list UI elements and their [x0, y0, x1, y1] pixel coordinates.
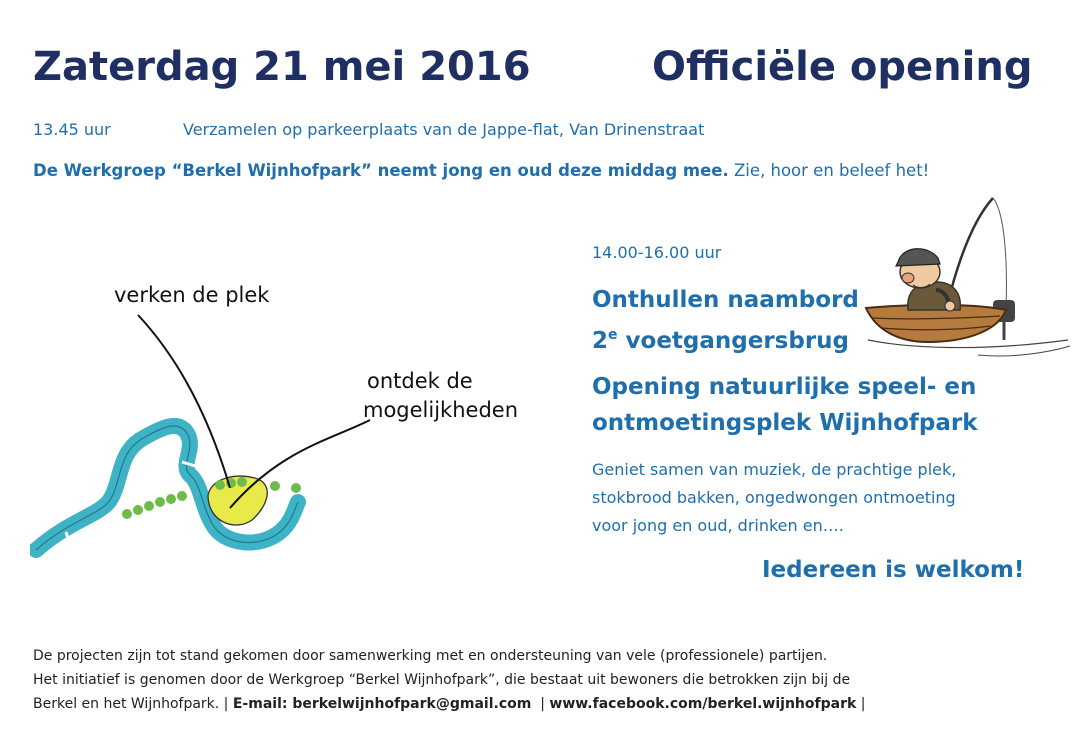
- park-map-illustration: [30, 270, 560, 580]
- footer: [33, 644, 865, 716]
- intro-bold: De Werkgroep “Berkel Wijnhofpark” neemt jong en oud deze middag mee.: [33, 161, 729, 180]
- program-time: 14.00-16.00 uur: [592, 243, 722, 262]
- program-description: [592, 456, 956, 540]
- unveil-activity: [592, 283, 859, 359]
- opening-activity: [592, 369, 978, 441]
- intro-rest: Zie, hoor en beleef het!: [728, 161, 930, 180]
- welcome-text: Iedereen is welkom!: [762, 557, 1025, 583]
- opening-line2: ontmoetingsplek Wijnhofpark: [592, 410, 978, 436]
- label-discover-2: mogelijkheden: [363, 398, 519, 422]
- desc-line-2: stokbrood bakken, ongedwongen ontmoeting: [592, 488, 956, 507]
- opening-line1: Opening natuurlijke speel- en: [592, 374, 977, 400]
- event-date-heading: Zaterdag 21 mei 2016: [33, 44, 531, 90]
- event-title-heading: Officiële opening: [652, 44, 1033, 90]
- desc-line-1: Geniet samen van muziek, de prachtige plek,: [592, 460, 957, 479]
- unveil-line2: 2e voetgangersbrug: [592, 327, 850, 354]
- gather-location: Verzamelen op parkeerplaats van de Jappe-flat, Van Drinenstraat: [183, 120, 705, 139]
- footer-line-1: De projecten zijn tot stand gekomen door samenwerking met en ondersteuning van vele (professionele) partijen.: [33, 648, 828, 664]
- facebook-link[interactable]: www.facebook.com/berkel.wijnhofpark: [549, 696, 857, 712]
- intro-text: [33, 161, 929, 180]
- desc-line-3: voor jong en oud, drinken en….: [592, 516, 844, 535]
- footer-line-2: Het initiatief is genomen door de Werkgroep “Berkel Wijnhofpark”, die bestaat uit bewoners die betrokken zijn bij de: [33, 672, 851, 688]
- unveil-line1: Onthullen naambord: [592, 287, 859, 313]
- email-link[interactable]: E-mail: berkelwijnhofpark@gmail.com: [232, 696, 532, 712]
- label-discover-1: ontdek de: [367, 369, 473, 393]
- gather-time: 13.45 uur: [33, 120, 111, 139]
- footer-line-3: Berkel en het Wijnhofpark. | E-mail: berkelwijnhofpark@gmail.com | www.facebook.com/berkel.wijnhofpark |: [33, 696, 866, 712]
- fisherman-boat-illustration: [858, 190, 1074, 370]
- label-explore: verken de plek: [114, 283, 270, 307]
